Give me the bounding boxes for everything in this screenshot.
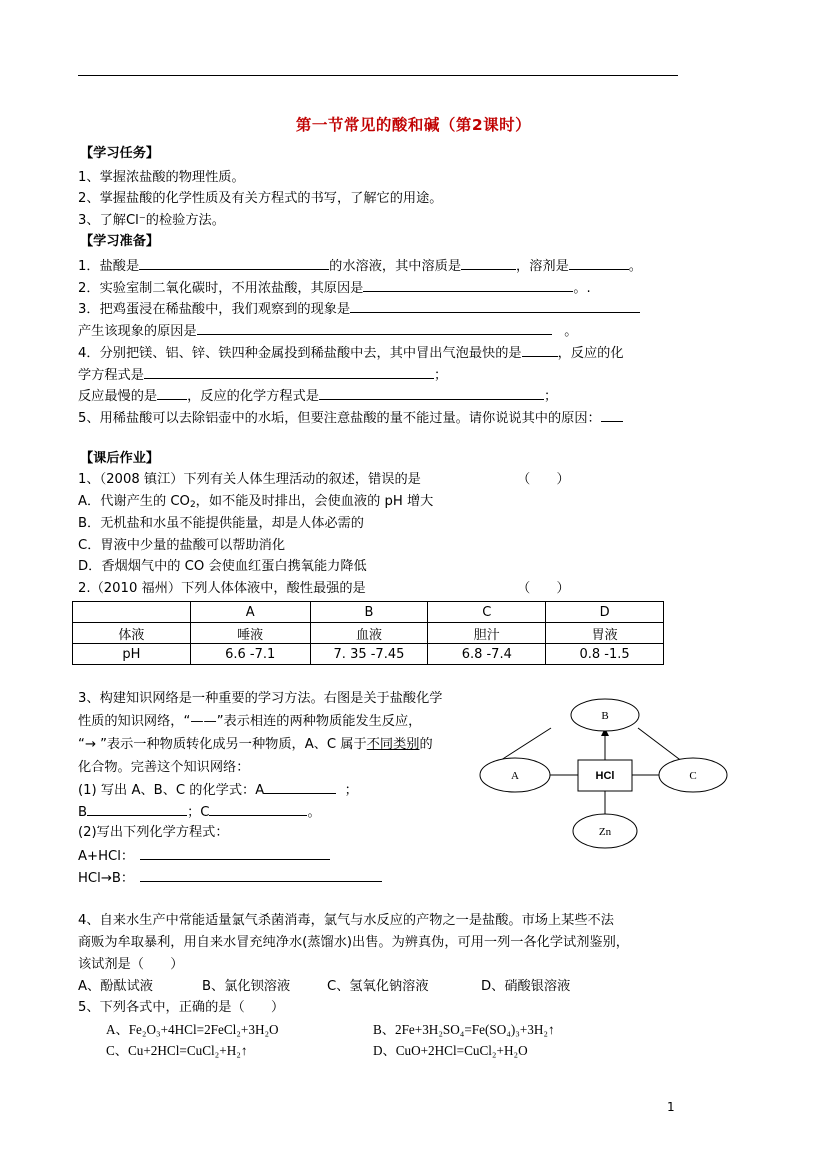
prep-q4-slow: 反应最慢的是 ，反应的化学方程式是 ； [78, 386, 557, 406]
hw-q3-line: A+HCl： [78, 846, 330, 866]
prep-q5: 5、用稀盐酸可以去除铝壶中的水垢，但要注意盐酸的量不能过量。请你说说其中的原因： [78, 408, 623, 428]
answer-blank[interactable] [461, 256, 516, 270]
answer-blank[interactable] [264, 780, 336, 794]
table-row [73, 623, 664, 644]
hw-q2: 2.（2010 福州）下列人体体液中，酸性最强的是 [78, 581, 366, 596]
tasks-heading: 【学习任务】 [80, 146, 160, 161]
hw-q5-option: D、CuO+2HCl=CuCl₂+H₂O [373, 1043, 528, 1058]
table-cell: A [190, 602, 310, 623]
table-cell: 胃液 [546, 623, 664, 644]
hw-q5: 5、下列各式中，正确的是（ ） [78, 1000, 285, 1015]
hw-q4-option: A、酚酞试液 [78, 979, 153, 994]
answer-blank[interactable] [209, 802, 307, 816]
hw-q1: 1、（2008 镇江）下列有关人体生理活动的叙述，错误的是 [78, 472, 421, 487]
hw-q4-line: 4、自来水生产中常能适量氯气杀菌消毒，氯气与水反应的产物之一是盐酸。市场上某些不法 [78, 913, 614, 928]
answer-blank[interactable] [319, 386, 544, 400]
prep-q4-eq: 学方程式是 ； [78, 365, 447, 385]
node-zn-label: Zn [598, 826, 612, 838]
table-row [73, 602, 664, 623]
answer-blank[interactable] [569, 256, 629, 270]
hw-q3-line: (2)写出下列化学方程式： [78, 825, 229, 840]
prep-heading: 【学习准备】 [80, 234, 160, 249]
table-cell: 胆汁 [428, 623, 546, 644]
prep-q4: 4．分别把镁、铝、锌、铁四种金属投到稀盐酸中去，其中冒出气泡最快的是 ，反应的化 [78, 343, 624, 363]
answer-blank[interactable] [197, 321, 552, 335]
table-row [73, 644, 664, 665]
hw-q5-option: C、Cu+2HCl=CuCl₂+H₂↑ [106, 1043, 248, 1058]
answer-paren[interactable]: （ ） [517, 581, 570, 596]
table-cell [73, 602, 191, 623]
hw-q4-line: 商贩为牟取暴利，用自来水冒充纯净水(蒸馏水)出售。为辨真伪，可用一列一各化学试剂鉴别， [78, 935, 629, 950]
table-cell: B [310, 602, 428, 623]
prep-q2: 2．实验室制二氧化碳时，不用浓盐酸，其原因是 。. [78, 278, 591, 298]
answer-blank[interactable] [144, 365, 434, 379]
hw-q4-line: 该试剂是（ ） [78, 957, 184, 972]
node-a-label: A [511, 770, 519, 782]
hw-q3-line: 3、构建知识网络是一种重要的学习方法。右图是关于盐酸化学 [78, 691, 443, 706]
task-item: 2、掌握盐酸的化学性质及有关方程式的书写，了解它的用途。 [78, 191, 443, 206]
answer-blank[interactable] [157, 386, 187, 400]
table-cell: pH [73, 644, 191, 665]
node-hcl-label: HCl [595, 770, 615, 782]
hw-q1-option-d: D．香烟烟气中的 CO 会使血红蛋白携氧能力降低 [78, 559, 367, 574]
table-cell: 6.6 -7.1 [190, 644, 310, 665]
page-number: 1 [667, 1100, 675, 1114]
node-c-label: C [689, 770, 697, 782]
connector-line [638, 728, 683, 762]
header-rule [78, 75, 678, 76]
table-cell: C [428, 602, 546, 623]
table-cell: 6.8 -7.4 [428, 644, 546, 665]
answer-blank[interactable] [140, 846, 330, 860]
table-cell: 0.8 -1.5 [546, 644, 664, 665]
table-cell: 唾液 [190, 623, 310, 644]
task-item: 3、了解Cl⁻的检验方法。 [78, 213, 225, 228]
answer-blank[interactable] [601, 408, 623, 422]
table-cell: 体液 [73, 623, 191, 644]
answer-blank[interactable] [140, 868, 382, 882]
table-cell: 7. 35 -7.45 [310, 644, 428, 665]
hw-q4-option: B、氯化钡溶液 [202, 979, 291, 994]
hw-q3-line: HCl→B： [78, 868, 382, 888]
hw-q5-option: A、Fe₂O₃+4HCl=2FeCl₂+3H₂O [106, 1022, 279, 1037]
page-title: 第一节常见的酸和碱（第2课时） [295, 116, 532, 134]
answer-blank[interactable] [139, 256, 329, 270]
task-item: 1、掌握浓盐酸的物理性质。 [78, 170, 245, 185]
hw-q4-option: C、氢氧化钠溶液 [327, 979, 429, 994]
hw-q1-option-b: B．无机盐和水虽不能提供能量，却是人体必需的 [78, 516, 364, 531]
answer-blank[interactable] [363, 278, 573, 292]
hw-q3-line: B ；C 。 [78, 802, 321, 822]
table-cell: 血液 [310, 623, 428, 644]
ph-table [72, 601, 664, 665]
connector-line [498, 728, 551, 762]
hw-q1-option-a: A．代谢产生的 $CO_2$，如不能及时排出，会使血液的 pH 增大 [78, 494, 434, 510]
hw-q3-line: “→ ”表示一种物质转化成另一种物质，A、C 属于不同类别的 [78, 737, 433, 752]
table-cell: D [546, 602, 664, 623]
answer-paren[interactable]: （ ） [517, 472, 570, 487]
hw-q4-option: D、硝酸银溶液 [481, 979, 571, 994]
answer-blank[interactable] [522, 343, 558, 357]
hcl-knowledge-network-diagram [478, 694, 728, 859]
hw-q5-option: B、2Fe+3H₂SO₄=Fe(SO₄)₃+3H₂↑ [373, 1022, 555, 1037]
hw-q1-option-c: C．胃液中少量的盐酸可以帮助消化 [78, 538, 286, 553]
answer-blank[interactable] [87, 802, 187, 816]
prep-q3: 3．把鸡蛋浸在稀盐酸中，我们观察到的现象是 [78, 299, 640, 319]
hw-q3-line: 性质的知识网络，“——”表示相连的两种物质能发生反应， [78, 714, 422, 729]
prep-q3-reason: 产生该现象的原因是 。 [78, 321, 577, 341]
prep-q1: 1．盐酸是 的水溶液，其中溶质是 ，溶剂是 。 [78, 256, 642, 276]
hw-q3-line: 化合物。完善这个知识网络： [78, 760, 250, 775]
hw-q3-line: (1) 写出 A、B、C 的化学式：A ； [78, 780, 358, 800]
node-b-label: B [601, 710, 609, 722]
homework-heading: 【课后作业】 [80, 451, 160, 466]
answer-blank[interactable] [350, 299, 640, 313]
